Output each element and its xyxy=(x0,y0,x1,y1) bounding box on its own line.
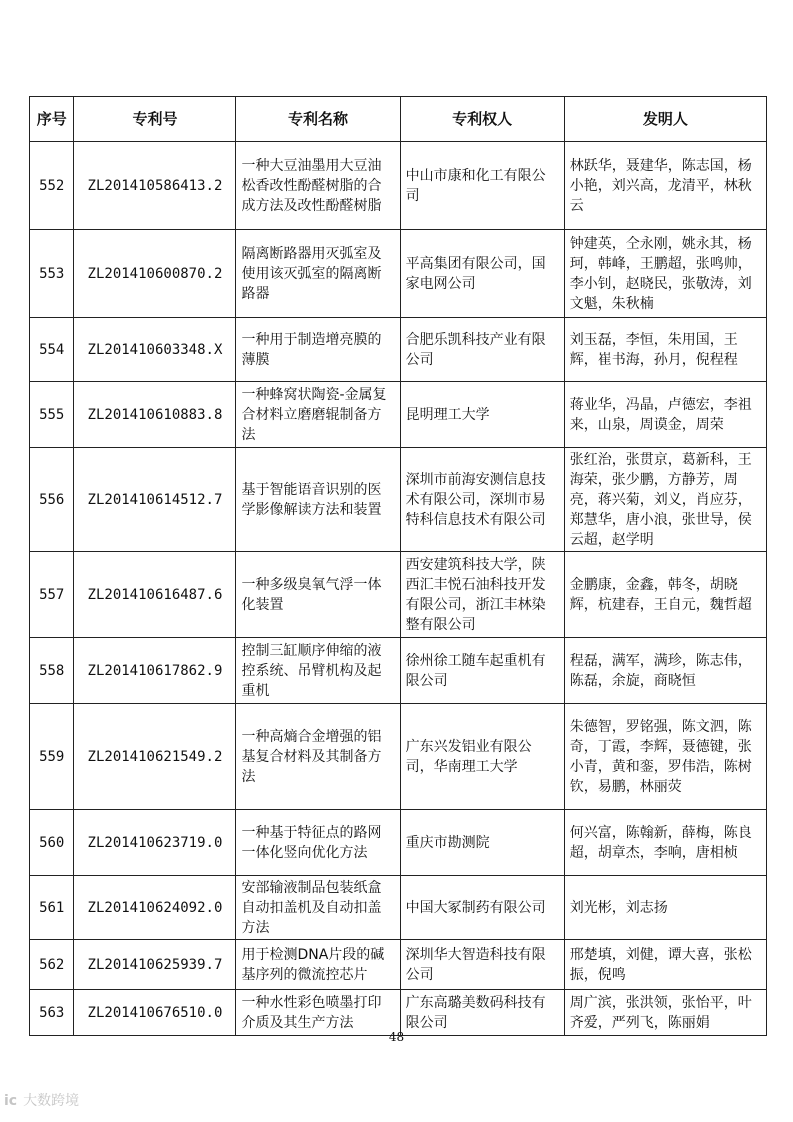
table-row xyxy=(30,638,767,704)
table-row xyxy=(30,990,767,1036)
cell-patentee: 中山市康和化工有限公司 xyxy=(400,142,564,230)
cell-patent-name: 控制三缸顺序伸缩的液控系统、吊臂机构及起重机 xyxy=(236,638,400,704)
cell-seq: 554 xyxy=(30,318,74,382)
cell-patentee: 昆明理工大学 xyxy=(400,382,564,448)
cell-inventors: 程磊，满军，满珍，陈志伟，陈磊，余旋，商晓恒 xyxy=(564,638,766,704)
table-row xyxy=(30,448,767,552)
cell-inventors: 蒋业华，冯晶，卢德宏，李祖来，山泉，周谟金，周荣 xyxy=(564,382,766,448)
watermark-logo: ic xyxy=(4,1093,18,1109)
table-row xyxy=(30,810,767,876)
cell-patent-no: ZL201410614512.7 xyxy=(74,448,236,552)
cell-seq: 563 xyxy=(30,990,74,1036)
table-row xyxy=(30,318,767,382)
cell-patent-no: ZL201410623719.0 xyxy=(74,810,236,876)
cell-patentee: 深圳市前海安测信息技术有限公司，深圳市易特科信息技术有限公司 xyxy=(400,448,564,552)
patent-table xyxy=(29,96,767,1036)
cell-patent-no: ZL201410600870.2 xyxy=(74,230,236,318)
cell-seq: 557 xyxy=(30,552,74,638)
cell-patentee: 深圳华大智造科技有限公司 xyxy=(400,940,564,990)
cell-patent-name: 隔离断路器用灭弧室及使用该灭弧室的隔离断路器 xyxy=(236,230,400,318)
cell-patentee: 合肥乐凯科技产业有限公司 xyxy=(400,318,564,382)
cell-inventors: 金鹏康，金鑫，韩冬，胡晓辉，杭建春，王自元，魏哲超 xyxy=(564,552,766,638)
watermark xyxy=(4,1090,79,1110)
cell-seq: 556 xyxy=(30,448,74,552)
table-row xyxy=(30,876,767,940)
header-row xyxy=(30,97,767,142)
cell-patent-name: 一种高熵合金增强的铝基复合材料及其制备方法 xyxy=(236,704,400,810)
table-row xyxy=(30,142,767,230)
cell-seq: 552 xyxy=(30,142,74,230)
table-row xyxy=(30,552,767,638)
cell-patent-no: ZL201410621549.2 xyxy=(74,704,236,810)
table-body xyxy=(30,142,767,1036)
cell-patent-no: ZL201410625939.7 xyxy=(74,940,236,990)
cell-patent-name: 一种大豆油墨用大豆油松香改性酚醛树脂的合成方法及改性酚醛树脂 xyxy=(236,142,400,230)
cell-patentee: 西安建筑科技大学，陕西汇丰悦石油科技开发有限公司，浙江丰林染整有限公司 xyxy=(400,552,564,638)
cell-patent-name: 一种多级臭氧气浮一体化装置 xyxy=(236,552,400,638)
cell-patent-name: 一种蜂窝状陶瓷-金属复合材料立磨磨辊制备方法 xyxy=(236,382,400,448)
cell-seq: 562 xyxy=(30,940,74,990)
cell-patent-name: 安部输液制品包装纸盒自动扣盖机及自动扣盖方法 xyxy=(236,876,400,940)
cell-inventors: 张红治，张贯京，葛新科，王海荣，张少鹏，方静芳，周亮，蒋兴菊，刘义，肖应芬，郑慧华，唐小浪，张世导，侯云超，赵学明 xyxy=(564,448,766,552)
header-patent-name: 专利名称 xyxy=(236,97,400,142)
cell-seq: 559 xyxy=(30,704,74,810)
cell-patent-name: 一种基于特征点的路网一体化竖向优化方法 xyxy=(236,810,400,876)
cell-patent-name: 基于智能语音识别的医学影像解读方法和装置 xyxy=(236,448,400,552)
cell-patentee: 重庆市勘测院 xyxy=(400,810,564,876)
cell-inventors: 朱德智，罗铭强，陈文泗，陈奇，丁霞，李辉，聂德键，张小青，黄和銮，罗伟浩，陈树钦，易鹏，林丽荧 xyxy=(564,704,766,810)
page-number: 48 xyxy=(388,1030,405,1044)
cell-seq: 561 xyxy=(30,876,74,940)
cell-patentee: 广东兴发铝业有限公司，华南理工大学 xyxy=(400,704,564,810)
watermark-text: 大数跨境 xyxy=(23,1093,80,1109)
cell-patentee: 中国大冢制药有限公司 xyxy=(400,876,564,940)
table-header xyxy=(30,97,767,142)
cell-inventors: 何兴富，陈翰新，薛梅，陈良超，胡章杰，李响，唐相桢 xyxy=(564,810,766,876)
cell-inventors: 林跃华，聂建华，陈志国，杨小艳，刘兴高，龙清平，林秋云 xyxy=(564,142,766,230)
cell-patent-name: 一种用于制造增亮膜的薄膜 xyxy=(236,318,400,382)
cell-inventors: 邢楚填，刘健，谭大喜，张松振，倪鸣 xyxy=(564,940,766,990)
cell-patent-no: ZL201410676510.0 xyxy=(74,990,236,1036)
cell-patentee: 广东高璐美数码科技有限公司 xyxy=(400,990,564,1036)
cell-patent-no: ZL201410603348.X xyxy=(74,318,236,382)
table-row xyxy=(30,230,767,318)
header-patent-no: 专利号 xyxy=(74,97,236,142)
cell-patentee: 平高集团有限公司，国家电网公司 xyxy=(400,230,564,318)
cell-patent-no: ZL201410586413.2 xyxy=(74,142,236,230)
cell-inventors: 周广滨，张洪领，张怡平，叶齐爱，严列飞，陈丽娟 xyxy=(564,990,766,1036)
cell-patent-name: 用于检测DNA片段的碱基序列的微流控芯片 xyxy=(236,940,400,990)
cell-seq: 560 xyxy=(30,810,74,876)
cell-patent-no: ZL201410617862.9 xyxy=(74,638,236,704)
cell-seq: 553 xyxy=(30,230,74,318)
cell-patentee: 徐州徐工随车起重机有限公司 xyxy=(400,638,564,704)
cell-seq: 555 xyxy=(30,382,74,448)
cell-seq: 558 xyxy=(30,638,74,704)
cell-patent-no: ZL201410610883.8 xyxy=(74,382,236,448)
cell-patent-name: 一种水性彩色喷墨打印介质及其生产方法 xyxy=(236,990,400,1036)
header-seq: 序号 xyxy=(30,97,74,142)
table-row xyxy=(30,940,767,990)
cell-inventors: 钟建英，仝永刚，姚永其，杨珂，韩峰，王鹏超，张鸣帅，李小钊，赵晓民，张敬涛，刘文魁，朱秋楠 xyxy=(564,230,766,318)
cell-inventors: 刘光彬，刘志扬 xyxy=(564,876,766,940)
cell-inventors: 刘玉磊，李恒，朱用国，王辉，崔书海，孙月，倪程程 xyxy=(564,318,766,382)
cell-patent-no: ZL201410616487.6 xyxy=(74,552,236,638)
header-patentee: 专利权人 xyxy=(400,97,564,142)
cell-patent-no: ZL201410624092.0 xyxy=(74,876,236,940)
table-row xyxy=(30,382,767,448)
table-row xyxy=(30,704,767,810)
header-inventors: 发明人 xyxy=(564,97,766,142)
